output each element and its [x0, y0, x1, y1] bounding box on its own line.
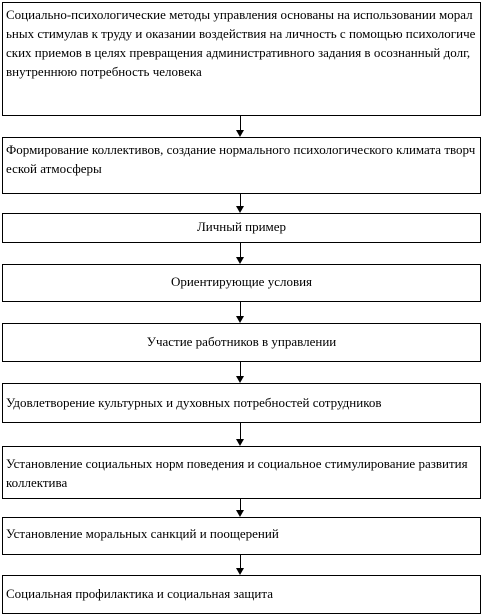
flow-box-social-psych-methods	[2, 2, 481, 116]
flow-box-text: Социальная профилактика и социальная защита	[6, 586, 273, 601]
flow-box-worker-participation	[2, 323, 481, 362]
flow-box-orienting-conditions	[2, 264, 481, 302]
flow-arrow-1	[236, 116, 246, 137]
flow-box-social-protection	[2, 575, 481, 614]
flow-box-text: Установление социальных норм поведения и социальное стимулирование развития коллектива	[6, 456, 468, 490]
flow-arrow-4	[236, 302, 246, 323]
flow-box-text: Социально-психологические методы управления основаны на использовании моральных стимулав к труду и оказании воздействия на личность с помощью психологических приемов в целях превращения административного задания в осознанный долг, внутреннюю потребность человека	[6, 7, 476, 79]
flow-box-text: Формирование коллективов, создание нормального психологического климата творческой атмосферы	[6, 142, 476, 176]
flow-arrow-5	[236, 362, 246, 383]
flow-arrow-8	[236, 555, 246, 575]
flow-box-personal-example	[2, 213, 481, 243]
flow-arrow-6	[236, 423, 246, 446]
flow-box-cultural-needs	[2, 383, 481, 423]
flow-box-social-norms	[2, 446, 481, 499]
flow-box-text: Личный пример	[196, 219, 287, 234]
flow-arrow-7	[236, 499, 246, 517]
flow-box-team-formation	[2, 137, 481, 194]
flow-box-text: Установление моральных санкций и поощерений	[6, 526, 279, 541]
flow-arrow-3	[236, 243, 246, 264]
flow-box-text: Участие работников в управлении	[146, 334, 337, 349]
flow-box-moral-sanctions	[2, 517, 481, 555]
flow-box-text: Удовлетворение культурных и духовных потребностей сотрудников	[6, 395, 382, 410]
flow-box-text: Ориентирующие условия	[170, 274, 313, 289]
flow-arrow-2	[236, 194, 246, 213]
